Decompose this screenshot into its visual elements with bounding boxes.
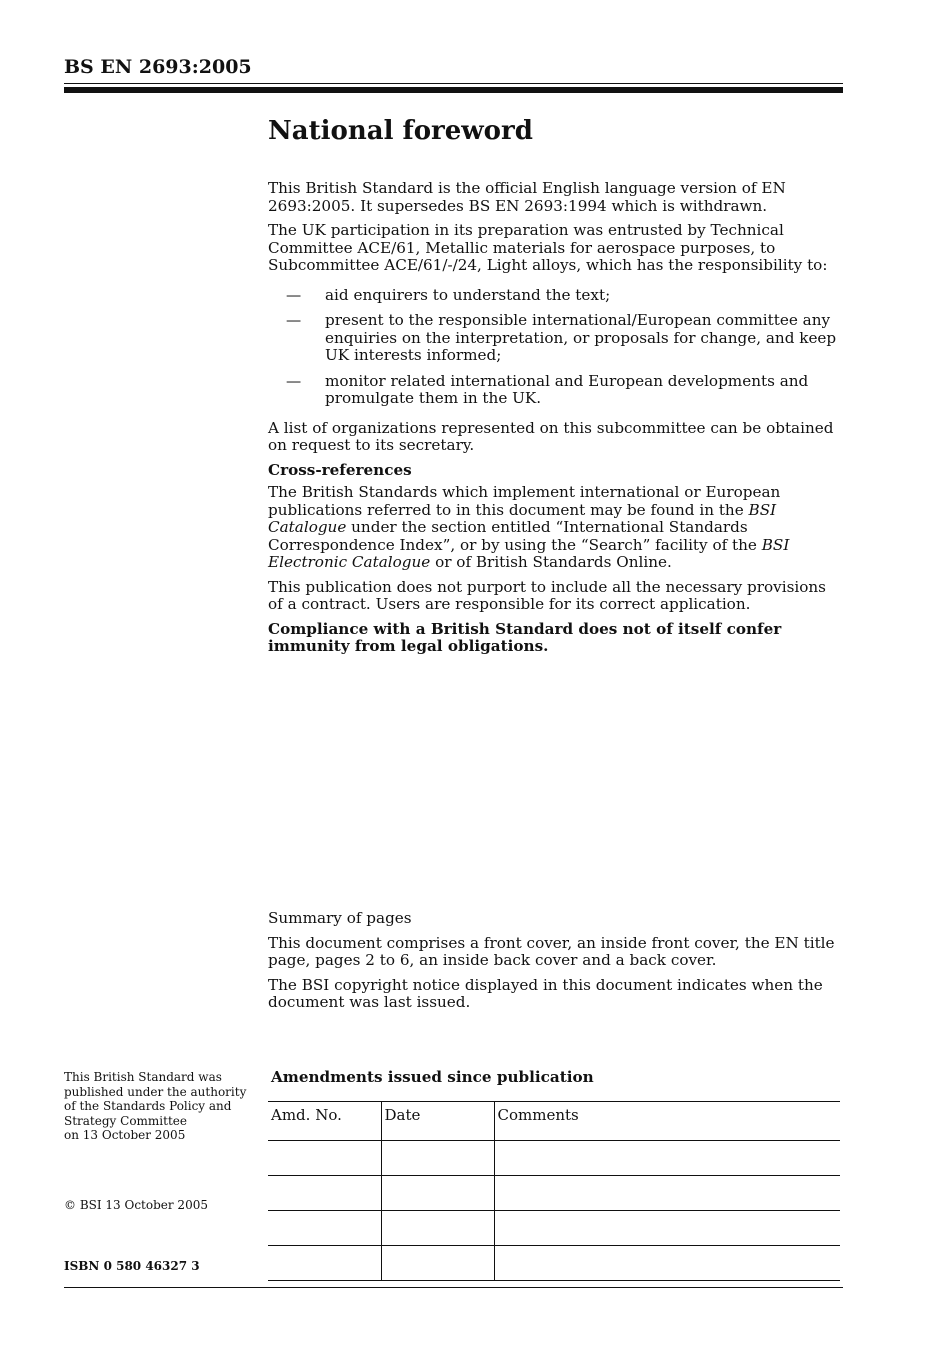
table-cell — [268, 1176, 381, 1211]
table-row — [268, 1141, 840, 1176]
cross-ref-text-1: The British Standards which implement international or European publications referred to in this document may be found in the — [268, 483, 781, 519]
table-cell — [268, 1141, 381, 1176]
paragraph-provisions: This publication does not purport to include all the necessary provisions of a contract. Users are responsible for its correct application. — [268, 577, 826, 613]
header-rule-thin — [64, 83, 843, 84]
list-item — [268, 312, 843, 365]
responsibility-list — [268, 287, 843, 408]
table-cell — [381, 1176, 494, 1211]
document-id: BS EN 2693:2005 — [64, 56, 252, 78]
compliance-statement: Compliance with a British Standard does not of itself confer immunity from legal obligations. — [268, 619, 782, 655]
summary-heading: Summary of pages — [268, 909, 412, 927]
note-line: published under the authority — [64, 1084, 247, 1099]
header-rule-thick — [64, 87, 843, 93]
summary-paragraph-copyright: The BSI copyright notice displayed in this document indicates when the document was last issued. — [268, 975, 823, 1011]
note-line: of the Standards Policy and — [64, 1099, 232, 1113]
table-cell — [494, 1211, 840, 1246]
table-row — [268, 1176, 840, 1211]
list-item-text: present to the responsible international/European committee any enquiries on the interpretation, or proposals for change, and keep UK interests informed; — [325, 311, 837, 364]
list-item-text: aid enquirers to understand the text; — [325, 285, 611, 304]
copyright-notice: © BSI 13 October 2005 — [64, 1198, 208, 1212]
page-title: National foreword — [268, 116, 533, 146]
table-cell — [494, 1176, 840, 1211]
summary-paragraph-pages: This document comprises a front cover, an inside front cover, the EN title page, pages 2 to 6, an inside back cover and a back cover. — [268, 933, 835, 969]
amendments-table — [268, 1101, 840, 1281]
table-row — [268, 1246, 840, 1281]
list-item — [268, 373, 843, 408]
cross-ref-text-3: or of British Standards Online. — [430, 553, 672, 571]
bullet-dash: — — [286, 311, 302, 329]
footer-rule — [64, 1287, 843, 1288]
isbn: ISBN 0 580 46327 3 — [64, 1259, 200, 1273]
paragraph-supersedes: This British Standard is the official English language version of EN 2693:2005. It supersedes BS EN 2693:1994 which is withdrawn. — [268, 179, 786, 215]
summary-section — [268, 910, 843, 1019]
column-header: Comments — [494, 1102, 840, 1141]
paragraph-committee: The UK participation in its preparation was entrusted by Technical Committee ACE/61, Metallic materials for aerospace purposes, to Subcommittee ACE/61/-/24, Light alloys, which has the responsibility to: — [268, 221, 828, 274]
table-cell — [494, 1246, 840, 1281]
bullet-dash: — — [286, 371, 302, 390]
cross-references-heading: Cross-references — [268, 460, 412, 479]
bsi-catalogue-title: BSI Catalogue — [268, 500, 777, 536]
table-header-row — [268, 1102, 840, 1141]
publication-authority-note — [64, 1070, 254, 1143]
note-line: Strategy Committee — [64, 1113, 187, 1128]
column-header: Date — [381, 1102, 494, 1141]
paragraph-cross-references — [268, 484, 843, 572]
paragraph-organizations: A list of organizations represented on this subcommittee can be obtained on request to its secretary. — [268, 418, 834, 454]
note-line: on 13 October 2005 — [64, 1128, 186, 1142]
table-cell — [494, 1141, 840, 1176]
list-item — [268, 287, 843, 305]
amendments-title: Amendments issued since publication — [271, 1068, 594, 1086]
note-line: This British Standard was — [64, 1070, 222, 1084]
list-item-text: monitor related international and European developments and promulgate them in the UK. — [325, 371, 809, 407]
table-cell — [268, 1211, 381, 1246]
column-header: Amd. No. — [268, 1102, 381, 1141]
table-cell — [381, 1211, 494, 1246]
table-row — [268, 1211, 840, 1246]
bullet-dash: — — [286, 285, 302, 304]
table-cell — [268, 1246, 381, 1281]
table-cell — [381, 1141, 494, 1176]
foreword-body — [268, 180, 843, 663]
table-cell — [381, 1246, 494, 1281]
cross-ref-text-2: under the section entitled “International Standards Correspondence Index”, or by using the “Search” facility of the — [268, 518, 762, 554]
bsi-electronic-catalogue-title: BSI Electronic Catalogue — [268, 535, 790, 571]
